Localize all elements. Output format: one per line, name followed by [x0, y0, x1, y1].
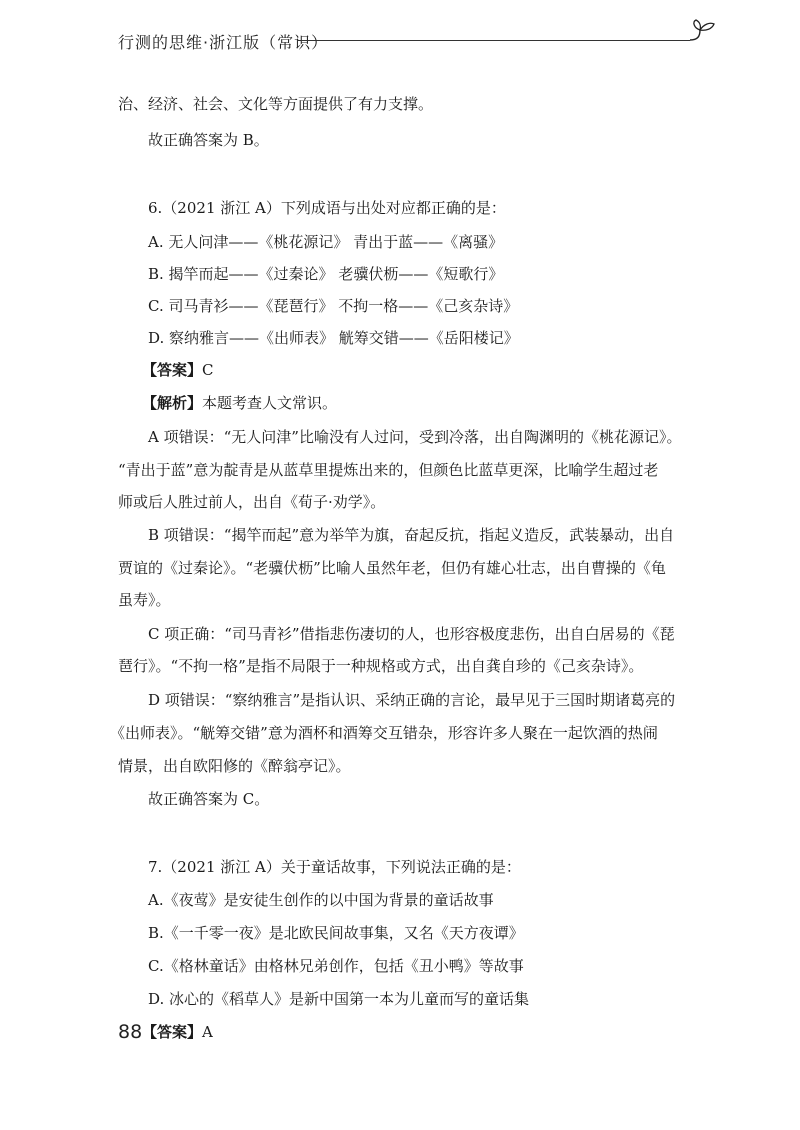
question-7-answer	[142, 1022, 213, 1042]
question-7-option-d: D. 冰心的《稻草人》是新中国第一本为儿童而写的童话集	[148, 990, 530, 1008]
question-6-final-answer: 故正确答案为 C。	[148, 790, 270, 808]
answer-line: 故正确答案为 B。	[148, 131, 269, 149]
paragraph-line: 治、经济、社会、文化等方面提供了有力支撑。	[118, 95, 434, 113]
answer-value: A	[202, 1023, 213, 1041]
answer-tag: 【答案】	[142, 361, 203, 379]
explanation-b-line: 虽寿》。	[118, 591, 171, 609]
explanation-b-line: 贾谊的《过秦论》。“老骥伏枥”比喻人虽然年老，但仍有雄心壮志，出自曹操的《龟	[118, 559, 666, 577]
question-7-stem: 7.（2021 浙江 A）关于童话故事，下列说法正确的是：	[148, 858, 521, 876]
explanation-b-line: B 项错误：“揭竿而起”意为举竿为旗，奋起反抗，指起义造反，武装暴动，出自	[148, 526, 675, 544]
header-title: 行测的思维·浙江版（常识）	[118, 33, 329, 52]
answer-value: C	[202, 361, 214, 379]
question-7-option-b: B.《一千零一夜》是北欧民间故事集，又名《天方夜谭》	[148, 924, 524, 942]
explanation-d-line: 情景，出自欧阳修的《醉翁亭记》。	[118, 757, 351, 775]
question-6-stem: 6.（2021 浙江 A）下列成语与出处对应都正确的是：	[148, 199, 506, 217]
question-6-answer	[142, 360, 214, 380]
question-6-option-a: A. 无人问津——《桃花源记》 青出于蓝——《离骚》	[148, 233, 504, 251]
explanation-tag: 【解析】	[142, 394, 203, 412]
question-6-option-b: B. 揭竿而起——《过秦论》 老骥伏枥——《短歌行》	[148, 265, 504, 283]
question-6-explanation-header	[142, 393, 337, 413]
explanation-c-line: 琶行》。“不拘一格”是指不局限于一种规格或方式，出自龚自珍的《己亥杂诗》。	[118, 657, 644, 675]
answer-tag: 【答案】	[142, 1023, 203, 1041]
explanation-intro: 本题考查人文常识。	[202, 394, 338, 412]
explanation-c-line: C 项正确：“司马青衫”借指悲伤凄切的人，也形容极度悲伤，出自白居易的《琵	[148, 625, 675, 643]
page-number: 88	[118, 1021, 143, 1043]
question-7-option-c: C.《格林童话》由格林兄弟创作，包括《丑小鸭》等故事	[148, 957, 524, 975]
question-6-option-d: D. 察纳雅言——《出师表》 觥筹交错——《岳阳楼记》	[148, 329, 519, 347]
explanation-a-line: “青出于蓝”意为靛青是从蓝草里提炼出来的，但颜色比蓝草更深，比喻学生超过老	[118, 461, 659, 479]
explanation-a-line: 师或后人胜过前人，出自《荀子·劝学》。	[118, 493, 386, 511]
explanation-d-line: D 项错误：“察纳雅言”是指认识、采纳正确的言论，最早见于三国时期诸葛亮的	[148, 691, 676, 709]
question-7-option-a: A.《夜莺》是安徒生创作的以中国为背景的童话故事	[148, 891, 494, 909]
explanation-a-line: A 项错误：“无人问津”比喻没有人过问，受到冷落，出自陶渊明的《桃花源记》。	[148, 428, 682, 446]
explanation-d-line: 《出师表》。“觥筹交错”意为酒杯和酒筹交互错杂，形容许多人聚在一起饮酒的热闹	[110, 724, 658, 742]
question-6-option-c: C. 司马青衫——《琵琶行》 不拘一格——《己亥杂诗》	[148, 297, 519, 315]
